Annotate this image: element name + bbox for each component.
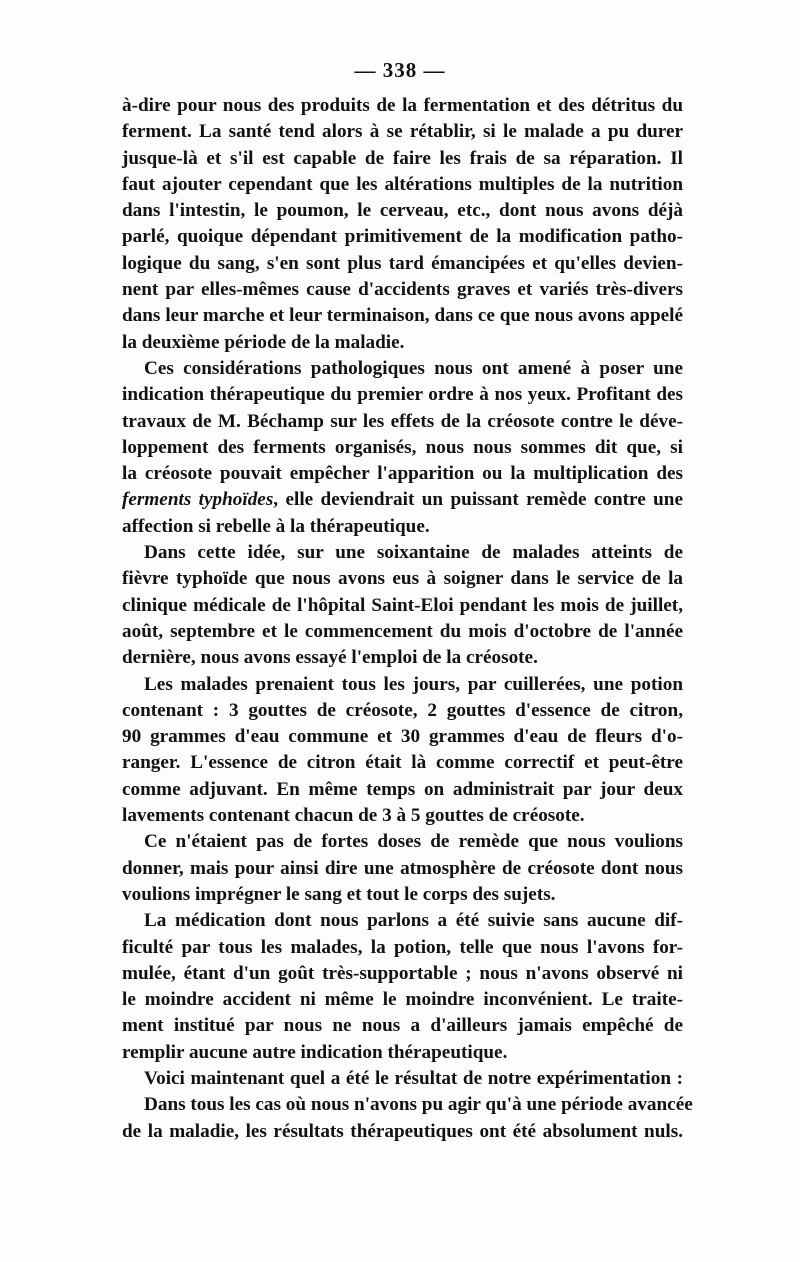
text-line: travaux de M. Béchamp sur les effets de la créosote contre le déve- xyxy=(122,410,683,432)
text-line: ferment. La santé tend alors à se rétablir, si le malade a pu durer xyxy=(122,121,683,143)
text-line: août, septembre et le commencement du mois d'octobre de l'année xyxy=(122,620,683,642)
text-line: ment institué par nous ne nous a d'ailleurs jamais empêché de xyxy=(122,1015,683,1037)
text-line: faut ajouter cependant que les altérations multiples de la nutrition xyxy=(122,173,683,195)
text-line: comme adjuvant. En même temps on administrait par jour deux xyxy=(122,778,683,800)
text-line xyxy=(122,487,683,513)
text-line: ranger. L'essence de citron était là comme correctif et peut-être xyxy=(122,752,683,774)
text-line: 90 grammes d'eau commune et 30 grammes d'eau de fleurs d'o- xyxy=(122,726,683,748)
text-line: affection si rebelle à la thérapeutique. xyxy=(122,515,430,537)
text-line: mulée, étant d'un goût très-supportable ; nous n'avons observé ni xyxy=(122,962,683,984)
text-line: à-dire pour nous des produits de la fermentation et des détritus du xyxy=(122,95,683,116)
text-line: contenant : 3 gouttes de créosote, 2 gouttes d'essence de citron, xyxy=(122,699,683,721)
text-line: Voici maintenant quel a été le résultat de notre expérimentation : xyxy=(144,1067,683,1089)
text-line: Ces considérations pathologiques nous ont amené à poser une xyxy=(144,357,683,379)
text-line: jusque-là et s'il est capable de faire les frais de sa réparation. Il xyxy=(122,147,683,169)
text-segment: , elle deviendrait un puissant remède contre une xyxy=(273,489,683,511)
text-line: parlé, quoique dépendant primitivement de la modification patho- xyxy=(122,226,683,248)
text-line: ficulté par tous les malades, la potion, telle que nous l'avons for- xyxy=(122,936,683,958)
text-line: Ce n'étaient pas de fortes doses de remède que nous voulions xyxy=(144,831,683,853)
text-line: lavements contenant chacun de 3 à 5 gouttes de créosote. xyxy=(122,805,585,827)
text-line: dernière, nous avons essayé l'emploi de la créosote. xyxy=(122,647,538,669)
text-line: la deuxième période de la maladie. xyxy=(122,331,405,353)
text-line: remplir aucune autre indication thérapeutique. xyxy=(122,1041,508,1063)
body-text xyxy=(122,93,693,1145)
text-line: indication thérapeutique du premier ordre à nos yeux. Profitant des xyxy=(122,384,683,406)
text-line: fièvre typhoïde que nous avons eus à soigner dans le service de la xyxy=(122,568,683,590)
text-line: de la maladie, les résultats thérapeutiques ont été absolument nuls. xyxy=(122,1120,683,1142)
text-line: dans l'intestin, le poumon, le cerveau, etc., dont nous avons déjà xyxy=(122,200,683,222)
text-line: logique du sang, s'en sont plus tard émancipées et qu'elles devien- xyxy=(122,252,683,274)
text-line: clinique médicale de l'hôpital Saint-Eloi pendant les mois de juillet, xyxy=(122,594,683,616)
text-line: La médication dont nous parlons a été suivie sans aucune dif- xyxy=(144,910,683,932)
text-line: Dans tous les cas où nous n'avons pu agir qu'à une période avancée xyxy=(144,1094,693,1116)
text-line: la créosote pouvait empêcher l'apparition ou la multiplication des xyxy=(122,463,683,485)
text-line: dans leur marche et leur terminaison, dans ce que nous avons appelé xyxy=(122,305,683,327)
text-line: donner, mais pour ainsi dire une atmosphère de créosote dont nous xyxy=(122,857,683,879)
text-line: le moindre accident ni même le moindre inconvénient. Le traite- xyxy=(122,989,683,1011)
italic-term: ferments typhoïdes xyxy=(122,489,274,511)
text-line: Les malades prenaient tous les jours, par cuillerées, une potion xyxy=(144,673,683,695)
text-line: voulions imprégner le sang et tout le corps des sujets. xyxy=(122,883,556,905)
text-line: Dans cette idée, sur une soixantaine de malades atteints de xyxy=(144,542,683,564)
text-line: loppement des ferments organisés, nous nous sommes dit que, si xyxy=(122,436,683,458)
text-line: nent par elles-mêmes cause d'accidents graves et variés très-divers xyxy=(122,279,683,301)
page-number: — 338 — xyxy=(354,58,446,82)
